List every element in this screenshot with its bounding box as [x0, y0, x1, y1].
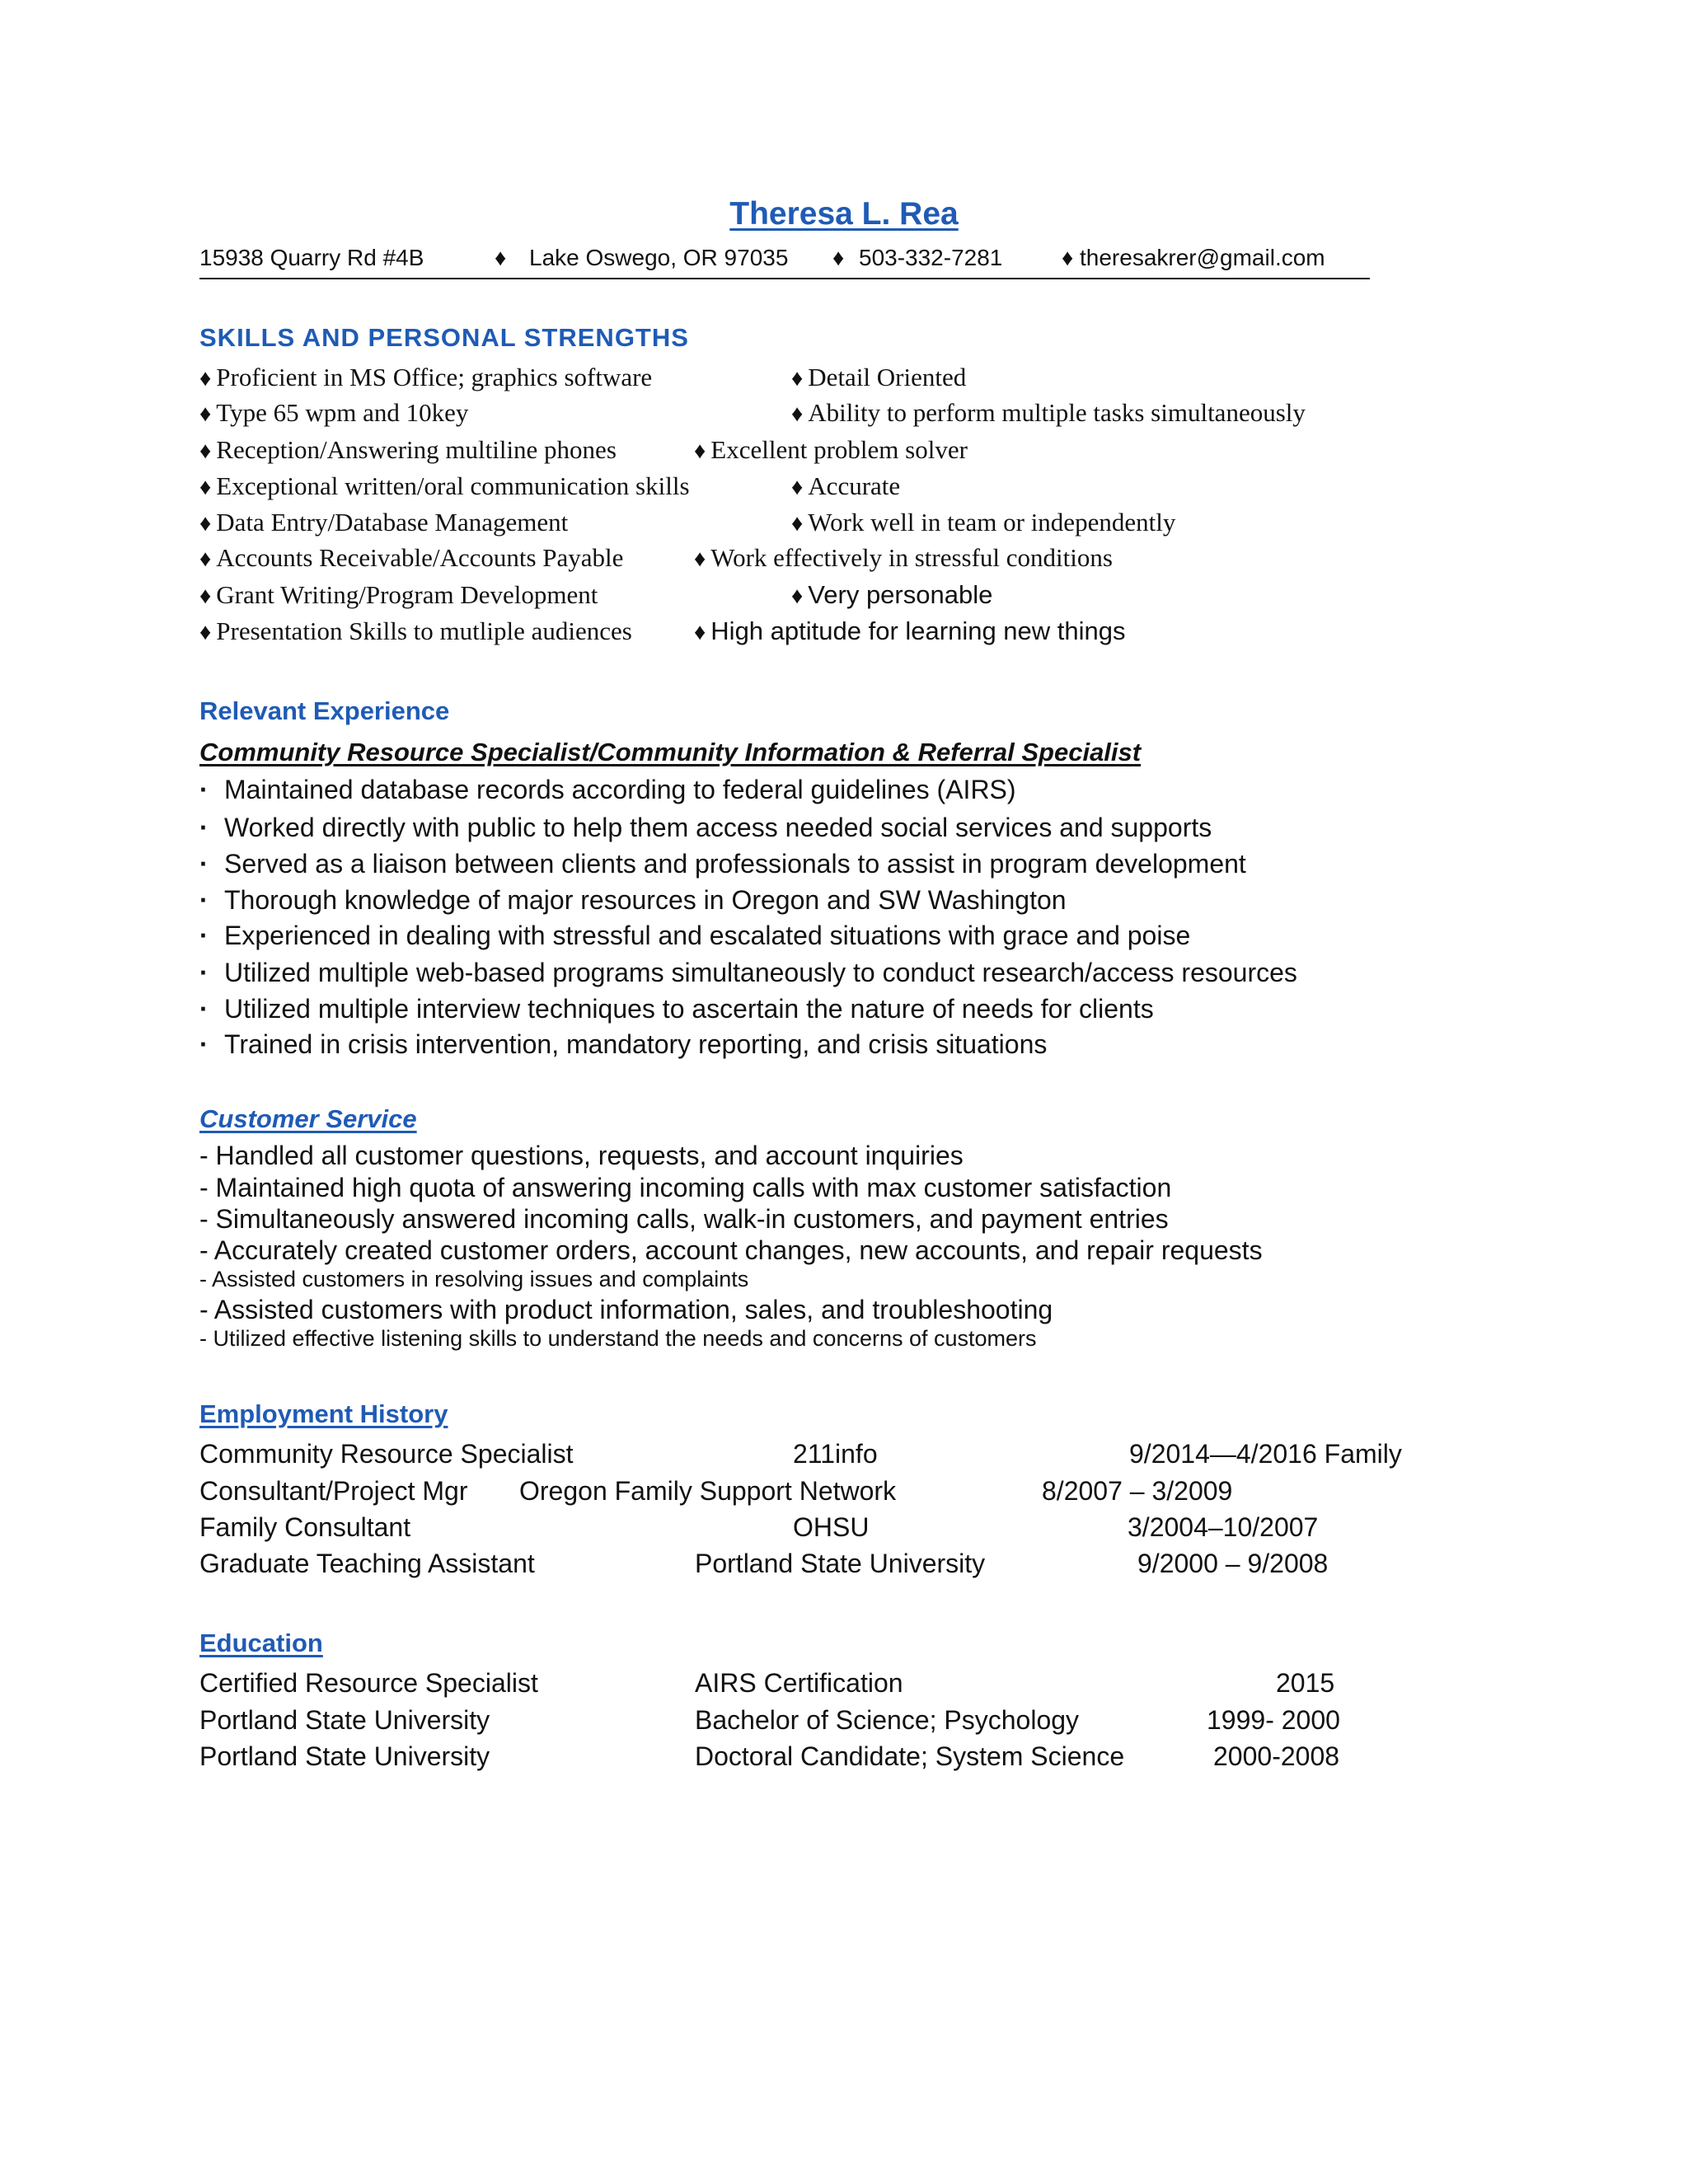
employment-dates: 9/2014—4/2016 Family [1129, 1439, 1402, 1469]
diamond-icon: ♦ [199, 475, 212, 500]
diamond-icon: ♦ [791, 475, 804, 500]
employment-dates: 3/2004–10/2007 [1128, 1512, 1319, 1542]
dot-icon: · [199, 885, 209, 915]
employment-employer: Portland State University [695, 1549, 986, 1578]
skill-item: ♦ Data Entry/Database Management [199, 508, 569, 537]
education-detail: Bachelor of Science; Psychology [695, 1705, 1080, 1735]
experience-heading: Relevant Experience [199, 696, 450, 725]
employment-position: Family Consultant [199, 1512, 411, 1542]
employment-position: Consultant/Project Mgr [199, 1476, 468, 1506]
phone-number: 503-332-7281 [859, 245, 1003, 270]
experience-bullet: · Utilized multiple interview techniques to ascertain the nature of needs for clients [199, 994, 1154, 1024]
diamond-icon: ♦ [694, 619, 706, 644]
experience-bullet: · Maintained database records according to federal guidelines (AIRS) [199, 775, 1016, 804]
education-year: 2000-2008 [1213, 1741, 1340, 1771]
diamond-icon: ♦ [199, 583, 212, 609]
skill-item: ♦ Accurate [791, 471, 901, 500]
experience-bullet: · Experienced in dealing with stressful and escalated situations with grace and poise [199, 921, 1191, 950]
diamond-icon: ♦ [791, 366, 804, 391]
diamond-icon: ♦ [199, 401, 212, 427]
customer-service-line: - Assisted customers with product information, sales, and troubleshooting [199, 1295, 1053, 1324]
skill-item: ♦ Reception/Answering multiline phones [199, 435, 617, 464]
diamond-icon: ♦ [694, 546, 706, 572]
diamond-icon: ♦ [495, 245, 507, 270]
dot-icon: · [199, 849, 209, 879]
education-year: 2015 [1276, 1668, 1335, 1698]
diamond-icon: ♦ [199, 438, 212, 464]
education-detail: Doctoral Candidate; System Science [695, 1741, 1125, 1771]
diamond-icon: ♦ [694, 438, 706, 464]
diamond-icon: ♦ [199, 511, 212, 537]
dot-icon: · [199, 921, 209, 950]
employment-position: Community Resource Specialist [199, 1439, 574, 1469]
diamond-icon: ♦ [832, 245, 845, 270]
skill-item: ♦ Excellent problem solver [694, 435, 968, 464]
skill-item: ♦ Proficient in MS Office; graphics software [199, 363, 653, 391]
dot-icon: · [199, 1029, 209, 1059]
employment-dates: 8/2007 – 3/2009 [1042, 1476, 1233, 1506]
email-address: theresakrer@gmail.com [1080, 245, 1325, 270]
skill-item: ♦ Ability to perform multiple tasks simultaneously [791, 398, 1306, 427]
skill-item: ♦ Exceptional written/oral communication skills [199, 471, 690, 500]
customer-service-line: - Handled all customer questions, requests, and account inquiries [199, 1141, 964, 1170]
experience-bullet: · Thorough knowledge of major resources in Oregon and SW Washington [199, 885, 1067, 915]
diamond-icon: ♦ [791, 583, 804, 608]
employment-heading: Employment History [199, 1399, 448, 1428]
diamond-icon: ♦ [199, 366, 212, 391]
education-credential: Portland State University [199, 1705, 490, 1735]
dot-icon: · [199, 994, 209, 1024]
skill-item: ♦ Type 65 wpm and 10key [199, 398, 469, 427]
skill-item: ♦ Very personable [791, 580, 993, 609]
customer-service-line: - Accurately created customer orders, account changes, new accounts, and repair requests [199, 1235, 1263, 1265]
job-title: Community Resource Specialist/Community Information & Referral Specialist [199, 738, 1142, 766]
skill-item: ♦ Work well in team or independently [791, 508, 1176, 537]
experience-bullet: · Utilized multiple web-based programs simultaneously to conduct research/access resources [199, 958, 1297, 987]
experience-bullet: · Served as a liaison between clients and professionals to assist in program development [199, 849, 1246, 879]
dot-icon: · [199, 958, 209, 987]
employment-dates: 9/2000 – 9/2008 [1137, 1549, 1329, 1578]
customer-service-line: - Utilized effective listening skills to understand the needs and concerns of customers [199, 1326, 1037, 1351]
education-credential: Certified Resource Specialist [199, 1668, 538, 1698]
customer-service-line: - Maintained high quota of answering incoming calls with max customer satisfaction [199, 1173, 1172, 1202]
customer-service-line: - Assisted customers in resolving issues and complaints [199, 1267, 749, 1291]
experience-bullet: · Trained in crisis intervention, mandatory reporting, and crisis situations [199, 1029, 1048, 1059]
education-detail: AIRS Certification [695, 1668, 903, 1698]
skill-item: ♦ Grant Writing/Program Development [199, 580, 598, 609]
city-state-zip: Lake Oswego, OR 97035 [529, 245, 789, 270]
employment-position: Graduate Teaching Assistant [199, 1549, 535, 1578]
dot-icon: · [199, 775, 209, 804]
dot-icon: · [199, 813, 209, 842]
skill-item: ♦ High aptitude for learning new things [694, 616, 1126, 645]
candidate-name: Theresa L. Rea [729, 196, 959, 232]
address: 15938 Quarry Rd #4B [199, 245, 424, 270]
diamond-icon: ♦ [199, 620, 212, 645]
customer-service-heading: Customer Service [199, 1104, 417, 1133]
diamond-icon: ♦ [791, 401, 804, 427]
skill-item: ♦ Accounts Receivable/Accounts Payable [199, 543, 624, 572]
skill-item: ♦ Presentation Skills to mutliple audiences [199, 616, 632, 645]
diamond-icon: ♦ [791, 511, 804, 537]
contact-line [199, 245, 1370, 279]
experience-bullet: · Worked directly with public to help them access needed social services and supports [199, 813, 1212, 842]
skills-heading: SKILLS AND PERSONAL STRENGTHS [199, 323, 689, 352]
customer-service-line: - Simultaneously answered incoming calls, walk-in customers, and payment entries [199, 1204, 1169, 1234]
skill-item: ♦ Work effectively in stressful conditions [694, 543, 1113, 572]
diamond-icon: ♦ [1062, 245, 1074, 270]
employment-employer: 211info [793, 1439, 878, 1469]
employment-employer: Oregon Family Support Network [519, 1476, 897, 1506]
diamond-icon: ♦ [199, 546, 212, 572]
skill-item: ♦ Detail Oriented [791, 363, 967, 391]
education-heading: Education [199, 1629, 323, 1657]
employment-employer: OHSU [793, 1512, 870, 1542]
education-year: 1999- 2000 [1207, 1705, 1340, 1735]
education-credential: Portland State University [199, 1741, 490, 1771]
